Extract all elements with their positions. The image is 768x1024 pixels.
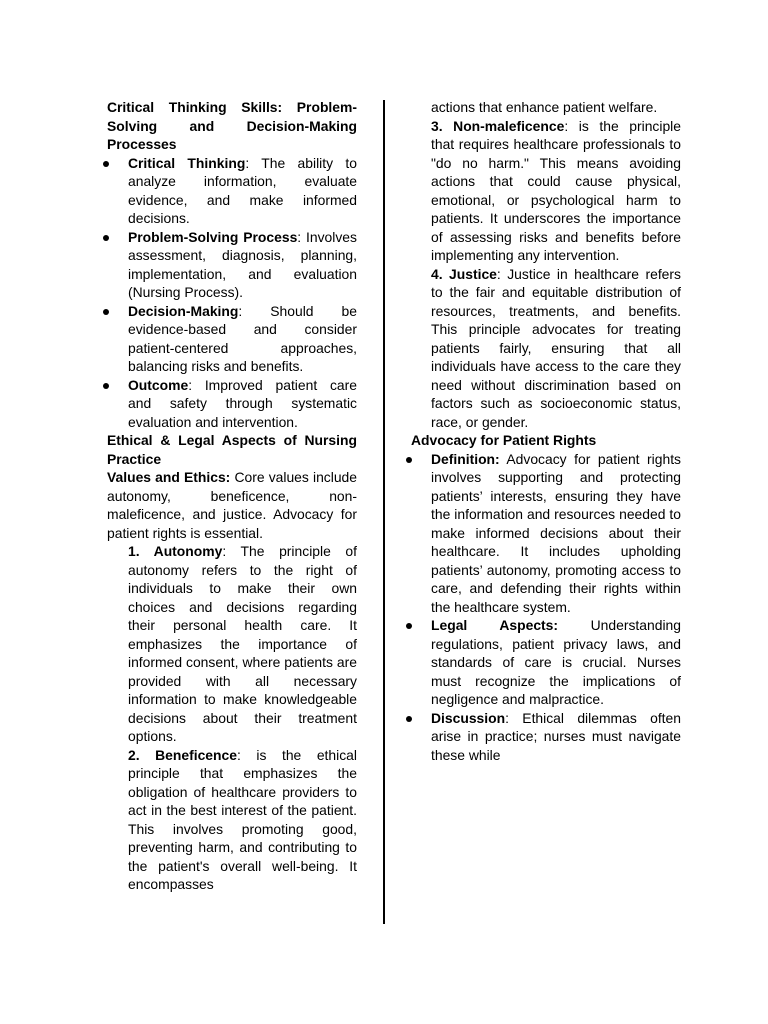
bullet-text: Understanding regulations, patient privacy laws, and standards of care is crucial. Nurses must recognize the implications of negligence and malpractice. (431, 617, 681, 707)
bullet-term: Critical Thinking (128, 154, 246, 171)
list-item (410, 709, 681, 765)
critical-thinking-list (107, 154, 357, 432)
principle-text: : Justice in healthcare refers to the fair and equitable distribution of resources, treatments, and benefits. This principle advocates for treating patients fairly, ensuring that all individuals have access to the care they need without discrimination based on factors such as socioeconomic status, race, or gender. (431, 265, 681, 430)
values-term: Values and Ethics: (107, 469, 231, 485)
list-item (410, 450, 681, 617)
list-item (107, 228, 357, 302)
principle-term: 1. Autonomy (128, 543, 223, 559)
section-heading-ethical-legal: Ethical & Legal Aspects of Nursing Practice (107, 432, 357, 467)
bullet-term: Outcome (128, 376, 189, 393)
column-divider (383, 100, 385, 924)
bullet-term: Discussion (431, 709, 506, 726)
principle-text: : is the ethical principle that emphasizes the obligation of healthcare providers to act in the best interest of the patient. This involves promoting good, preventing harm, and contributing to the patient's overall well-being. It encompasses (128, 746, 357, 892)
left-column (107, 98, 357, 894)
bullet-text: Advocacy for patient rights involves supporting and protecting patients’ interests, ensuring they have the information and resources needed to make informed decisions about their healthcare. It includes upholding patients’ autonomy, promoting access to care, and defending their rights within the healthcare system. (431, 450, 681, 615)
bullet-text: : Should be evidence-based and consider patient-centered approaches, balancing risks and benefits. (128, 302, 357, 374)
principle-term: 2. Beneficence (128, 746, 237, 763)
values-paragraph (107, 468, 357, 542)
principle-text: : The principle of autonomy refers to the right of individuals to make their own choices and decisions regarding their personal health care. It emphasizes the importance of informed consent, where patients are provided with all necessary information to make knowledgeable decisions about their treatment options. (128, 543, 357, 744)
values-text: Core values include autonomy, beneficence, non-maleficence, and justice. Advocacy for patient rights is essential. (107, 469, 358, 541)
principle-beneficence (107, 746, 357, 894)
bullet-term: Legal Aspects: (431, 617, 559, 633)
bullet-term: Definition: (431, 450, 500, 467)
continuation-text: actions that enhance patient welfare. (431, 99, 658, 115)
section-heading-critical-thinking: Critical Thinking Skills: Problem-Solving and Decision-Making Processes (107, 99, 357, 152)
section-heading-advocacy: Advocacy for Patient Rights (411, 432, 597, 448)
list-item (107, 302, 357, 376)
bullet-text: : Involves assessment, diagnosis, planning, implementation, and evaluation (Nursing Process). (128, 228, 357, 300)
bullet-text: : Improved patient care and safety through systematic evaluation and intervention. (128, 376, 357, 430)
list-item (107, 154, 357, 228)
bullet-term: Problem-Solving Process (128, 228, 298, 245)
principle-autonomy (107, 542, 357, 746)
principle-non-maleficence (410, 117, 681, 265)
bullet-term: Decision-Making (128, 302, 239, 319)
principle-justice (410, 265, 681, 432)
principle-term: 4. Justice (431, 265, 497, 282)
bullet-text: : Ethical dilemmas often arise in practice; nurses must navigate these while (431, 709, 681, 763)
right-column (410, 98, 681, 764)
principle-text: : is the principle that requires healthcare professionals to "do no harm." This means avoiding actions that could cause physical, emotional, or psychological harm to patients. It underscores the importance of assessing risks and benefits before implementing any intervention. (431, 117, 681, 263)
bullet-text: : The ability to analyze information, evaluate evidence, and make informed decisions. (128, 154, 357, 226)
advocacy-list (410, 450, 681, 765)
principle-term: 3. Non-maleficence (431, 117, 565, 134)
list-item (107, 376, 357, 432)
list-item (410, 616, 681, 709)
